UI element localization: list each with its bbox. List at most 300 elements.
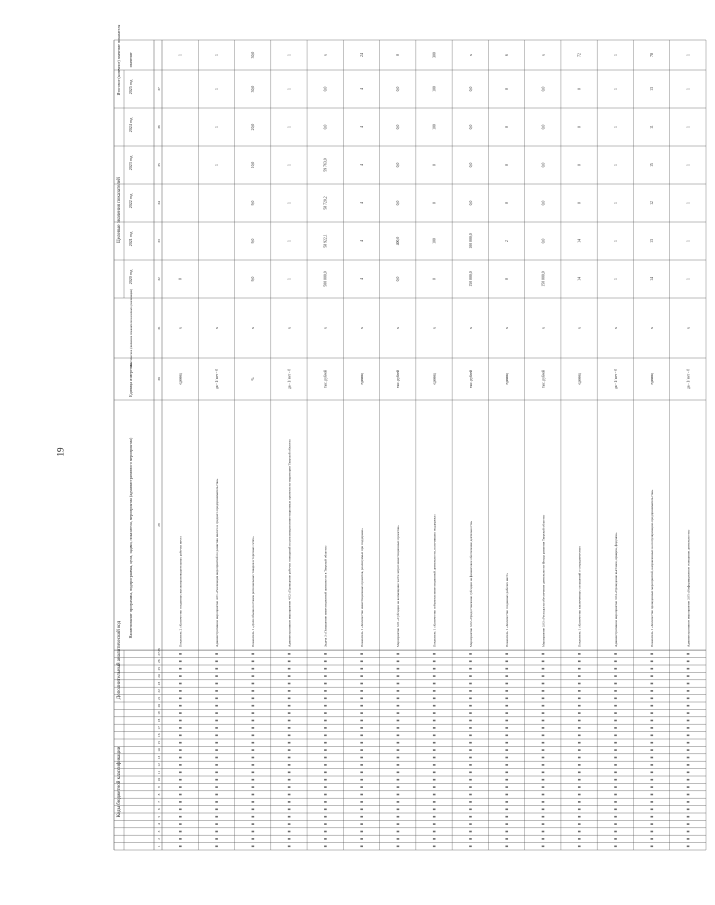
code-digit-mark — [505, 816, 508, 818]
code-digit-mark — [324, 757, 327, 759]
code-digit-mark — [687, 727, 690, 729]
code-digit-mark — [542, 846, 545, 848]
code-digit-mark — [397, 668, 400, 670]
code-digit-mark — [687, 742, 690, 744]
code-digit-mark — [505, 653, 508, 655]
group-budget-codes: Коды бюджетной классификации — [117, 746, 122, 818]
column-number: 10 — [157, 778, 161, 782]
row-base-value: х — [178, 327, 183, 329]
row-final-value: 1 — [214, 54, 219, 56]
row-year-value: 1 — [214, 88, 219, 90]
code-digit-mark — [397, 705, 400, 707]
row-year-value: 1 — [287, 126, 292, 128]
code-digit-mark — [397, 757, 400, 759]
code-digit-mark — [433, 831, 436, 833]
code-digit-mark — [397, 772, 400, 774]
code-digit-mark — [687, 838, 690, 840]
code-digit-mark — [469, 757, 472, 759]
code-digit-mark — [324, 772, 327, 774]
code-digit-mark — [651, 749, 654, 751]
code-digit-mark — [324, 764, 327, 766]
code-digit-mark — [433, 838, 436, 840]
code-digit-mark — [288, 779, 291, 781]
code-digit-mark — [179, 661, 182, 663]
row-year-value: 4 — [359, 202, 364, 204]
row-unit: тыс. рублей — [396, 370, 401, 388]
code-digit-mark — [433, 809, 436, 811]
code-digit-mark — [687, 675, 690, 677]
code-digit-mark — [614, 838, 617, 840]
code-digit-mark — [324, 683, 327, 685]
column-number: 11 — [157, 770, 161, 774]
group-final-value: Итоговое (конечное) значение показателя — [116, 24, 121, 96]
row-year-value: 0 — [432, 202, 437, 204]
code-digit-mark — [215, 683, 218, 685]
code-digit-mark — [324, 653, 327, 655]
code-digit-mark — [687, 705, 690, 707]
code-digit-mark — [215, 720, 218, 722]
row-final-value: х — [541, 54, 546, 56]
code-digit-mark — [505, 749, 508, 751]
code-digit-mark — [542, 809, 545, 811]
code-digit-mark — [288, 698, 291, 700]
code-digit-mark — [578, 794, 581, 796]
code-digit-mark — [288, 690, 291, 692]
code-digit-mark — [324, 838, 327, 840]
code-digit-mark — [252, 779, 255, 781]
code-digit-mark — [433, 683, 436, 685]
column-number: 18 — [157, 718, 161, 723]
column-number: 9 — [157, 786, 161, 788]
code-digit-mark — [578, 668, 581, 670]
code-digit-mark — [505, 742, 508, 744]
code-digit-mark — [687, 668, 690, 670]
code-digit-mark — [360, 712, 363, 714]
code-digit-mark — [397, 794, 400, 796]
code-digit-mark — [288, 727, 291, 729]
column-number: 13 — [157, 755, 161, 760]
code-digit-mark — [360, 668, 363, 670]
code-digit-mark — [215, 772, 218, 774]
code-digit-mark — [288, 675, 291, 677]
code-digit-mark — [614, 705, 617, 707]
code-digit-mark — [324, 661, 327, 663]
row-year-value: 13 — [650, 239, 655, 243]
code-digit-mark — [505, 757, 508, 759]
code-digit-mark — [215, 749, 218, 751]
code-digit-mark — [360, 846, 363, 848]
code-digit-mark — [252, 720, 255, 722]
row-year-value: 150 000,0 — [468, 271, 473, 287]
code-digit-mark — [578, 705, 581, 707]
code-digit-mark — [614, 764, 617, 766]
code-digit-mark — [505, 668, 508, 670]
code-digit-mark — [215, 794, 218, 796]
column-number: 15 — [157, 741, 161, 745]
code-digit-mark — [687, 764, 690, 766]
row-year-value: 0,0 — [541, 162, 546, 168]
row-year-value: 0 — [577, 164, 582, 166]
code-digit-mark — [614, 749, 617, 751]
code-digit-mark — [215, 712, 218, 714]
row-year-value: 0 — [505, 202, 510, 204]
row-year-value: 1 — [686, 126, 691, 128]
code-digit-mark — [578, 653, 581, 655]
code-digit-mark — [252, 764, 255, 766]
code-digit-mark — [687, 772, 690, 774]
code-digit-mark — [288, 801, 291, 803]
row-year-value: 0,0 — [396, 276, 401, 282]
code-digit-mark — [215, 653, 218, 655]
code-digit-mark — [360, 698, 363, 700]
row-year-value: 1 — [613, 278, 618, 280]
code-digit-mark — [651, 661, 654, 663]
code-digit-mark — [252, 742, 255, 744]
row-year-value: 14 — [577, 239, 582, 243]
code-digit-mark — [252, 809, 255, 811]
code-digit-mark — [288, 786, 291, 788]
row-final-value: 300 — [432, 52, 437, 58]
code-digit-mark — [252, 683, 255, 685]
code-digit-mark — [651, 757, 654, 759]
code-digit-mark — [505, 846, 508, 848]
code-digit-mark — [578, 772, 581, 774]
code-digit-mark — [360, 801, 363, 803]
header-year-2020: 2020 год — [128, 269, 133, 285]
code-digit-mark — [179, 801, 182, 803]
column-number: 17 — [157, 726, 161, 730]
code-digit-mark — [360, 735, 363, 737]
code-digit-mark — [614, 772, 617, 774]
code-digit-mark — [505, 809, 508, 811]
code-digit-mark — [288, 772, 291, 774]
code-digit-mark — [651, 683, 654, 685]
row-year-value: 58 720,2 — [323, 196, 328, 210]
row-year-value: 0,0 — [541, 200, 546, 206]
code-digit-mark — [324, 831, 327, 833]
code-digit-mark — [505, 690, 508, 692]
code-digit-mark — [397, 749, 400, 751]
code-digit-mark — [651, 720, 654, 722]
row-year-value: 400,0 — [396, 236, 401, 246]
column-number: 2 — [157, 838, 161, 840]
code-digit-mark — [252, 772, 255, 774]
code-digit-mark — [433, 675, 436, 677]
row-year-value: 0,0 — [396, 162, 401, 168]
group-target-values: Целевые значения показателей — [117, 177, 122, 243]
code-digit-mark — [215, 698, 218, 700]
code-digit-mark — [505, 831, 508, 833]
code-digit-mark — [542, 735, 545, 737]
code-digit-mark — [651, 668, 654, 670]
code-digit-mark — [614, 735, 617, 737]
code-digit-mark — [360, 772, 363, 774]
code-digit-mark — [288, 720, 291, 722]
row-year-value: 0 — [577, 202, 582, 204]
code-digit-mark — [651, 779, 654, 781]
row-unit: единиц — [650, 373, 655, 385]
code-digit-mark — [578, 823, 581, 825]
row-year-value: 14 — [577, 277, 582, 281]
code-digit-mark — [505, 675, 508, 677]
row-year-value: 2 — [505, 240, 510, 242]
code-digit-mark — [651, 846, 654, 848]
code-digit-mark — [179, 690, 182, 692]
row-base-value: х — [251, 327, 256, 329]
code-digit-mark — [687, 698, 690, 700]
row-year-value: 1 — [287, 164, 292, 166]
code-digit-mark — [397, 727, 400, 729]
code-digit-mark — [252, 831, 255, 833]
code-digit-mark — [433, 749, 436, 751]
code-digit-mark — [469, 846, 472, 848]
code-digit-mark — [651, 735, 654, 737]
code-digit-mark — [614, 698, 617, 700]
code-digit-mark — [179, 698, 182, 700]
code-digit-mark — [469, 712, 472, 714]
code-digit-mark — [179, 772, 182, 774]
row-year-value: 4 — [359, 88, 364, 90]
code-digit-mark — [360, 823, 363, 825]
code-digit-mark — [687, 720, 690, 722]
header-year-2025: 2025 год — [128, 79, 133, 95]
row-year-value: 0 — [505, 126, 510, 128]
code-digit-mark — [288, 846, 291, 848]
column-number: 28 — [157, 648, 161, 652]
row-final-value: 72 — [577, 53, 582, 57]
code-digit-mark — [252, 823, 255, 825]
row-final-value: 30,0 — [251, 51, 256, 59]
code-digit-mark — [651, 838, 654, 840]
code-digit-mark — [578, 742, 581, 744]
row-year-value: 0,0 — [323, 86, 328, 92]
code-digit-mark — [360, 838, 363, 840]
column-number: 27 — [157, 652, 161, 656]
code-digit-mark — [397, 675, 400, 677]
code-digit-mark — [505, 779, 508, 781]
row-year-value: 1 — [214, 126, 219, 128]
code-digit-mark — [505, 801, 508, 803]
row-year-value: 0,0 — [468, 124, 473, 130]
row-year-value: 9,0 — [251, 276, 256, 282]
code-digit-mark — [469, 653, 472, 655]
rotated-table — [110, 24, 710, 850]
code-digit-mark — [252, 668, 255, 670]
row-year-value: 15 — [650, 163, 655, 167]
code-digit-mark — [578, 661, 581, 663]
code-digit-mark — [505, 786, 508, 788]
code-digit-mark — [578, 838, 581, 840]
code-digit-mark — [651, 786, 654, 788]
code-digit-mark — [324, 801, 327, 803]
code-digit-mark — [179, 823, 182, 825]
code-digit-mark — [505, 838, 508, 840]
code-digit-mark — [252, 690, 255, 692]
code-digit-mark — [360, 779, 363, 781]
row-year-value: 30,0 — [251, 85, 256, 93]
code-digit-mark — [179, 683, 182, 685]
code-digit-mark — [397, 698, 400, 700]
row-name: Административное мероприятие 4.01 «Реализация мероприятий по развитию малого и среднего предпринимательства» — [214, 478, 219, 647]
code-digit-mark — [215, 786, 218, 788]
code-digit-mark — [614, 690, 617, 692]
column-number: 32 — [157, 277, 161, 281]
code-digit-mark — [215, 846, 218, 848]
code-digit-mark — [651, 705, 654, 707]
row-name: Показатель 1 «Количество инвестиционных проектов, реализуемых при поддержке» — [359, 528, 364, 647]
code-digit-mark — [324, 675, 327, 677]
row-unit: да - 1/ нет - 0 — [613, 369, 618, 389]
code-digit-mark — [179, 727, 182, 729]
header-year-2022: 2022 год — [128, 193, 133, 209]
row-year-value: 0 — [577, 126, 582, 128]
code-digit-mark — [687, 823, 690, 825]
code-digit-mark — [578, 712, 581, 714]
code-digit-mark — [360, 683, 363, 685]
row-year-value: 0,0 — [541, 238, 546, 244]
column-number: 5 — [157, 815, 161, 818]
column-number: 36 — [157, 125, 161, 129]
row-base-value: х — [505, 327, 510, 329]
code-digit-mark — [687, 653, 690, 655]
code-digit-mark — [360, 742, 363, 744]
code-digit-mark — [288, 809, 291, 811]
code-digit-mark — [433, 720, 436, 722]
row-unit: да - 1/ нет - 0 — [287, 369, 292, 389]
row-year-value: 1 — [613, 126, 618, 128]
code-digit-mark — [397, 653, 400, 655]
code-digit-mark — [578, 735, 581, 737]
row-name: Показатель 1 «Количество заключенных соглашений о сотрудничестве» — [577, 545, 582, 647]
code-digit-mark — [288, 742, 291, 744]
code-digit-mark — [578, 698, 581, 700]
row-name: Административное мероприятие 3.05 «Информационное освещение деятельности» — [686, 529, 691, 647]
code-digit-mark — [360, 661, 363, 663]
code-digit-mark — [397, 779, 400, 781]
code-digit-mark — [651, 698, 654, 700]
code-digit-mark — [324, 794, 327, 796]
code-digit-mark — [614, 816, 617, 818]
column-number: 3 — [157, 830, 161, 833]
row-year-value: 14 — [650, 277, 655, 281]
code-digit-mark — [505, 764, 508, 766]
row-unit: тыс. рублей — [541, 370, 546, 388]
code-digit-mark — [505, 727, 508, 729]
code-digit-mark — [215, 690, 218, 692]
code-digit-mark — [215, 705, 218, 707]
code-digit-mark — [324, 698, 327, 700]
code-digit-mark — [505, 823, 508, 825]
row-year-value: 0 — [178, 278, 183, 280]
code-digit-mark — [469, 801, 472, 803]
code-digit-mark — [578, 831, 581, 833]
code-digit-mark — [542, 823, 545, 825]
row-unit: единиц — [359, 373, 364, 385]
code-digit-mark — [469, 675, 472, 677]
row-unit: % — [251, 377, 256, 381]
code-digit-mark — [252, 675, 255, 677]
code-digit-mark — [324, 823, 327, 825]
code-digit-mark — [469, 735, 472, 737]
code-digit-mark — [179, 786, 182, 788]
code-digit-mark — [469, 816, 472, 818]
code-digit-mark — [542, 816, 545, 818]
code-digit-mark — [324, 779, 327, 781]
code-digit-mark — [469, 690, 472, 692]
code-digit-mark — [578, 675, 581, 677]
code-digit-mark — [433, 823, 436, 825]
code-digit-mark — [469, 720, 472, 722]
code-digit-mark — [179, 720, 182, 722]
row-year-value: 9,0 — [251, 238, 256, 244]
code-digit-mark — [288, 653, 291, 655]
code-digit-mark — [505, 735, 508, 737]
row-year-value: 100 000,0 — [468, 233, 473, 249]
code-digit-mark — [288, 683, 291, 685]
row-base-value: х — [359, 327, 364, 329]
code-digit-mark — [360, 816, 363, 818]
row-final-value: х — [323, 54, 328, 56]
code-digit-mark — [215, 727, 218, 729]
row-year-value: 0,0 — [396, 124, 401, 130]
code-digit-mark — [433, 816, 436, 818]
code-digit-mark — [433, 653, 436, 655]
row-final-value: 1 — [178, 54, 183, 56]
code-digit-mark — [397, 786, 400, 788]
code-digit-mark — [360, 653, 363, 655]
code-digit-mark — [215, 823, 218, 825]
code-digit-mark — [542, 698, 545, 700]
code-digit-mark — [288, 735, 291, 737]
code-digit-mark — [288, 764, 291, 766]
code-digit-mark — [433, 661, 436, 663]
row-year-value: 12 — [650, 201, 655, 205]
code-digit-mark — [469, 794, 472, 796]
code-digit-mark — [252, 735, 255, 737]
code-digit-mark — [542, 749, 545, 751]
code-digit-mark — [179, 831, 182, 833]
row-year-value: 1 — [613, 88, 618, 90]
code-digit-mark — [505, 772, 508, 774]
code-digit-mark — [215, 735, 218, 737]
code-digit-mark — [505, 705, 508, 707]
code-digit-mark — [288, 816, 291, 818]
code-digit-mark — [324, 809, 327, 811]
code-digit-mark — [397, 764, 400, 766]
code-digit-mark — [324, 846, 327, 848]
row-unit: тыс. рублей — [468, 370, 473, 388]
code-digit-mark — [578, 809, 581, 811]
row-unit: да - 1/ нет - 0 — [214, 369, 219, 389]
code-digit-mark — [215, 668, 218, 670]
code-digit-mark — [651, 816, 654, 818]
code-digit-mark — [578, 757, 581, 759]
column-number: 19 — [157, 711, 161, 715]
code-digit-mark — [397, 823, 400, 825]
code-digit-mark — [397, 720, 400, 722]
code-digit-mark — [651, 653, 654, 655]
code-digit-mark — [360, 757, 363, 759]
row-name: Показатель 1 «Количество проведенных мероприятий, направленных на популяризацию предпринимательства» — [650, 489, 655, 647]
row-unit: единиц — [178, 373, 183, 385]
column-numbers — [157, 87, 161, 847]
row-year-value: 0 — [432, 278, 437, 280]
row-final-value: 24 — [359, 53, 364, 57]
code-digit-mark — [578, 720, 581, 722]
row-unit: да - 1/ нет - 0 — [686, 369, 691, 389]
row-unit: тыс. рублей — [323, 370, 328, 388]
code-digit-mark — [433, 772, 436, 774]
